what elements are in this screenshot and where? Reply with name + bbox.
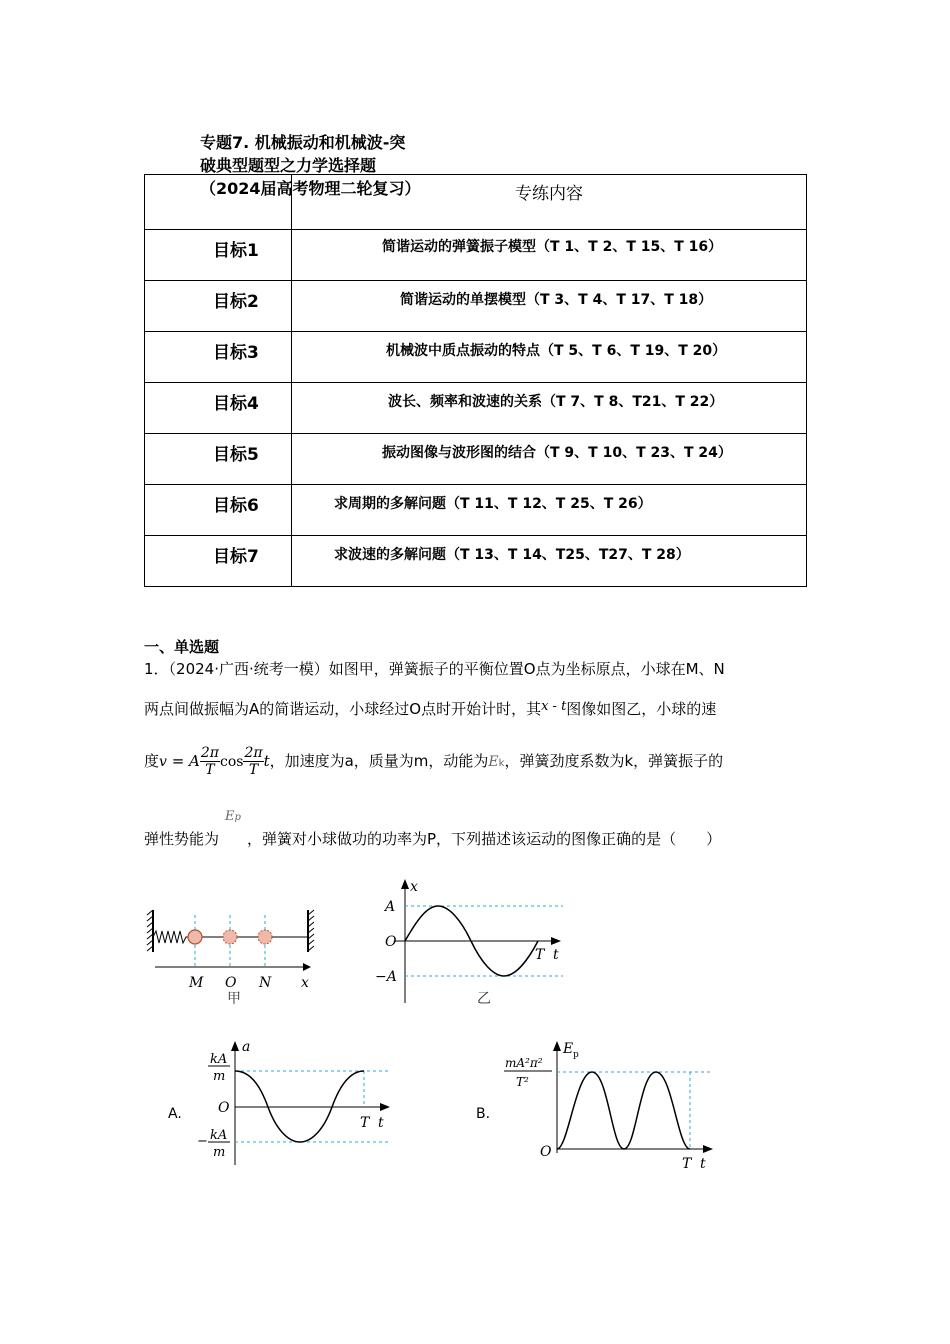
figure-yi	[355, 875, 575, 1010]
label-O: O	[225, 975, 237, 991]
goal-content: 求波速的多解问题（T 13、T 14、T25、T27、T 28）	[334, 547, 690, 563]
axis-y-sub: p	[573, 1050, 579, 1060]
table-row	[145, 536, 807, 587]
label-t: t	[700, 1156, 706, 1172]
question-line-2	[144, 696, 716, 720]
question-text: ，弹簧劲度系数为k，弹簧振子的	[504, 752, 724, 770]
question-line-1: 1．（2024·广西·统考一模）如图甲，弹簧振子的平衡位置O点为坐标原点，小球在M、N	[144, 660, 725, 678]
goal-content: 振动图像与波形图的结合（T 9、T 10、T 23、T 24）	[382, 445, 732, 461]
col-header-content: 专练内容	[292, 175, 807, 230]
option-a-label: A.	[168, 1106, 182, 1122]
question-text: ，弹簧对小球做功的功率为P，下列描述该运动的图像正确的是（ ）	[247, 830, 722, 848]
option-b-label: B.	[476, 1106, 491, 1122]
question-line-3: 度v = A $\frac{2\pi}{T}$ cos $\frac{2\pi}{T}$ t，加速度为a，质量为m，动能为Ek，弹簧劲度系数为k，弹簧振子的	[144, 745, 724, 778]
fraction: $\frac{2\pi}{T}$	[200, 745, 219, 778]
label-O: O	[540, 1144, 552, 1160]
goal-content: 简谐运动的单摆模型（T 3、T 4、T 17、T 18）	[400, 292, 713, 308]
goal-content: 机械波中质点振动的特点（T 5、T 6、T 19、T 20）	[386, 343, 727, 359]
label-O: O	[218, 1100, 230, 1116]
label-neg: −	[197, 1134, 208, 1149]
question-line-4: 弹性势能为 Ep ，弹簧对小球做功的功率为P，下列描述该运动的图像正确的是（ ）	[144, 809, 722, 848]
question-text: 图像如图乙，小球的速	[566, 700, 717, 718]
label-T2: T²	[516, 1075, 529, 1089]
caption-yi: 乙	[477, 991, 491, 1007]
col-header-goal	[145, 175, 292, 230]
table-row	[145, 485, 807, 536]
goal-label: 目标1	[213, 241, 259, 261]
axis-y-label: a	[242, 1039, 251, 1055]
label-negA: −A	[375, 969, 397, 985]
section-title: 一、单选题	[144, 638, 220, 656]
label-t: t	[553, 947, 559, 963]
label-O: O	[385, 934, 397, 950]
table-row	[145, 332, 807, 383]
goal-label: 目标7	[213, 547, 259, 567]
goal-label: 目标2	[213, 292, 259, 312]
ball-icon	[188, 930, 202, 944]
goal-content: 求周期的多解问题（T 11、T 12、T 25、T 26）	[334, 496, 652, 512]
axis-y-label: E	[563, 1041, 574, 1057]
label-N: N	[259, 975, 272, 991]
table-header-row	[145, 175, 807, 230]
graph-option-b	[500, 1035, 725, 1175]
label-kA: kA	[210, 1128, 228, 1143]
ball-icon	[258, 930, 272, 944]
label-t: t	[378, 1115, 384, 1131]
label-M: M	[189, 975, 204, 991]
label-x: x	[301, 975, 309, 991]
question-text: ，加速度为a，质量为m，动能为	[269, 752, 489, 770]
goal-label: 目标6	[213, 496, 259, 516]
label-kA: kA	[210, 1052, 228, 1067]
goal-label: 目标4	[213, 394, 259, 414]
goal-content: 波长、频率和波速的关系（T 7、T 8、T21、T 22）	[388, 394, 724, 410]
graph-option-a	[190, 1035, 400, 1170]
question-text: 两点间做振幅为A的简谐运动，小球经过O点时开始计时，其	[144, 700, 542, 718]
label-m: m	[213, 1069, 226, 1084]
axis-y-label: x	[410, 879, 418, 895]
ball-icon	[223, 930, 237, 944]
label-T: T	[360, 1115, 370, 1131]
question-text: 度	[144, 752, 160, 770]
figure-jia	[145, 905, 325, 1005]
table-row	[145, 434, 807, 485]
page-title: 专题7. 机械振动和机械波-突破典型题型之力学选择题（2024届高考物理二轮复习）	[200, 133, 421, 198]
label-T: T	[682, 1156, 692, 1172]
table-row	[145, 230, 807, 281]
caption-jia: 甲	[227, 991, 241, 1005]
label-m: m	[213, 1145, 226, 1160]
label-A: A	[385, 899, 396, 915]
goal-label: 目标5	[213, 445, 259, 465]
table-row	[145, 281, 807, 332]
label-T: T	[535, 947, 545, 963]
xt-label: x - t	[541, 699, 567, 714]
goals-table	[144, 174, 807, 587]
fraction: $\frac{2\pi}{T}$	[244, 745, 263, 778]
table-row	[145, 383, 807, 434]
question-text: 弹性势能为	[144, 830, 220, 848]
label-mA2pi2: mA²π²	[505, 1056, 543, 1070]
goal-content: 简谐运动的弹簧振子模型（T 1、T 2、T 15、T 16）	[382, 239, 723, 255]
goal-label: 目标3	[213, 343, 259, 363]
